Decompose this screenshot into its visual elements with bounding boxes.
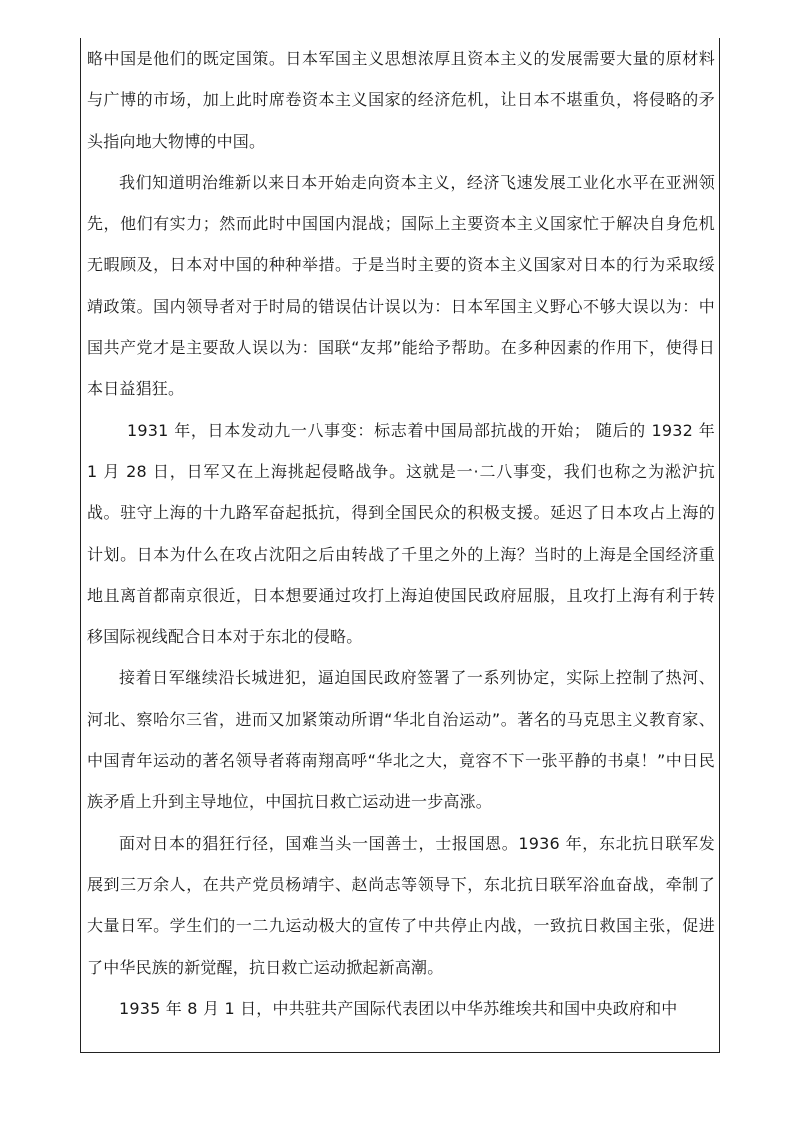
document-body — [87, 38, 715, 1029]
paragraph-1: 略中国是他们的既定国策。日本军国主义思想浓厚且资本主义的发展需要大量的原材料与广博的市场，加上此时席卷资本主义国家的经济危机，让日本不堪重负，将侵略的矛头指向地大物博的中国。 — [87, 49, 715, 151]
paragraph-2: 我们知道明治维新以来日本开始走向资本主义，经济飞速发展工业化水平在亚洲领先，他们有实力；然而此时中国国内混战；国际上主要资本主义国家忙于解决自身危机无暇顾及，日本对中国的种种举措。于是当时主要的资本主义国家对日本的行为采取绥靖政策。国内领导者对于时局的错误估计误以为：日本军国主义野心不够大误以为：中国共产党才是主要敌人误以为：国联“友邦”能给予帮助。在多种因素的作用下，使得日本日益猖狂。 — [87, 172, 715, 399]
paragraph-4: 接着日军继续沿长城进犯，逼迫国民政府签署了一系列协定，实际上控制了热河、河北、察哈尔三省，进而又加紧策动所谓“华北自治运动”。著名的马克思主义教育家、中国青年运动的著名领导者蒋南翔高呼“华北之大，竟容不下一张平静的书桌！”中日民族矛盾上升到主导地位，中国抗日救亡运动进一步高涨。 — [87, 668, 715, 812]
paragraph-3: 1931 年，日本发动九一八事变：标志着中国局部抗战的开始； 随后的 1932 年 1 月 28 日，日军又在上海挑起侵略战争。这就是一·二八事变，我们也称之为淞沪抗战。驻守上海的十九路军奋起抵抗，得到全国民众的积极支援。延迟了日本攻占上海的计划。日本为什么在攻占沈阳之后由转战了千里之外的上海？当时的上海是全国经济重地且离首都南京很近，日本想要通过攻打上海迫使国民政府屈服，且攻打上海有利于转移国际视线配合日本对于东北的侵略。 — [87, 420, 715, 647]
paragraph-5: 面对日本的猖狂行径，国难当头一国善士，士报国恩。1936 年，东北抗日联军发展到三万余人，在共产党员杨靖宇、赵尚志等领导下，东北抗日联军浴血奋战，牵制了大量日军。学生们的一二九运动极大的宣传了中共停止内战，一致抗日救国主张，促进了中华民族的新觉醒，抗日救亡运动掀起新高潮。 — [87, 833, 715, 977]
paragraph-6: 1935 年 8 月 1 日，中共驻共产国际代表团以中华苏维埃共和国中央政府和中 — [119, 998, 678, 1018]
